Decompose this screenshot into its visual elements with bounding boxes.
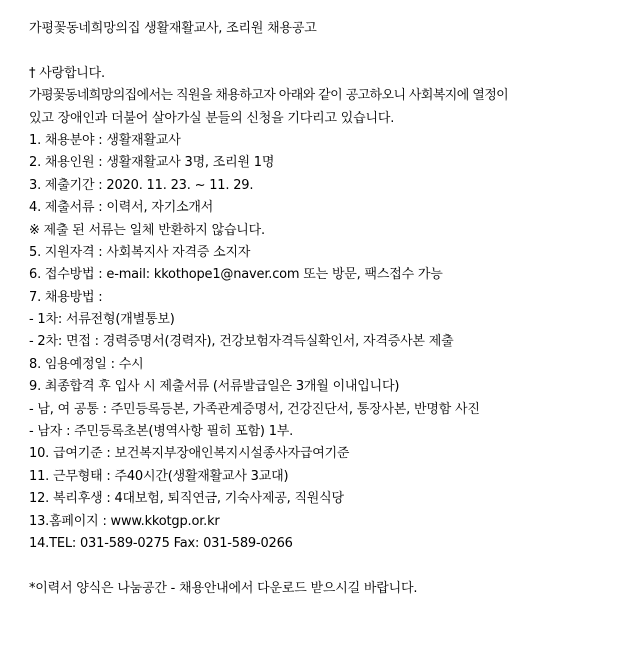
item-final-docs: 9. 최종합격 후 입사 시 제출서류 (서류발급일은 3개월 이내입니다) <box>29 379 400 395</box>
item-final-docs-common: - 남, 여 공통 : 주민등록등본, 가족관계증명서, 건강진단서, 통장사본, 반명함 사진 <box>29 401 480 417</box>
item-benefits: 12. 복리후생 : 4대보험, 퇴직연금, 기숙사제공, 직원식당 <box>29 491 344 507</box>
item-contact: 14.TEL: 031-589-0275 Fax: 031-589-0266 <box>29 535 293 551</box>
blank-line <box>29 555 629 577</box>
item-headcount: 2. 채용인원 : 생활재활교사 3명, 조리원 1명 <box>29 155 275 171</box>
item-process-step1: - 1차: 서류전형(개별통보) <box>29 312 175 328</box>
item-start-date: 8. 임용예정일 : 수시 <box>29 356 144 372</box>
item-period: 3. 제출기간 : 2020. 11. 23. ~ 11. 29. <box>29 177 254 193</box>
item-qualification: 5. 지원자격 : 사회복지사 자격증 소지자 <box>29 244 251 260</box>
item-homepage: 13.홈페이지 : www.kkotgp.or.kr <box>29 513 220 529</box>
item-final-docs-male: - 남자 : 주민등록초본(병역사항 필히 포함) 1부. <box>29 424 294 440</box>
intro-line-1: 가평꽃동네희망의집에서는 직원을 채용하고자 아래와 같이 공고하오니 사회복지에 열정이 <box>29 88 509 104</box>
greeting: † 사랑합니다. <box>29 65 105 81</box>
intro-line-2: 있고 장애인과 더불어 살아가실 분들의 신청을 기다리고 있습니다. <box>29 110 395 126</box>
item-work-type: 11. 근무형태 : 주40시간(생활재활교사 3교대) <box>29 468 289 484</box>
item-documents: 4. 제출서류 : 이력서, 자기소개서 <box>29 200 214 216</box>
item-method: 6. 접수방법 : e-mail: kkothope1@naver.com 또는 방문, 팩스접수 가능 <box>29 267 443 283</box>
item-process-step2: - 2차: 면접 : 경력증명서(경력자), 건강보험자격득실확인서, 자격증사본 제출 <box>29 334 454 350</box>
item-field: 1. 채용분야 : 생활재활교사 <box>29 132 181 148</box>
posting-title: 가평꽃동네희망의집 생활재활교사, 조리원 채용공고 <box>29 21 317 36</box>
job-posting-document <box>29 18 629 600</box>
blank-line <box>29 40 629 62</box>
item-process: 7. 채용방법 : <box>29 289 103 305</box>
item-salary: 10. 급여기준 : 보건복지부장애인복지시설종사자급여기준 <box>29 446 350 462</box>
footer-note: *이력서 양식은 나눔공간 - 채용안내에서 다운로드 받으시길 바랍니다. <box>29 580 418 596</box>
item-documents-note: ※ 제출 된 서류는 일체 반환하지 않습니다. <box>29 222 265 238</box>
